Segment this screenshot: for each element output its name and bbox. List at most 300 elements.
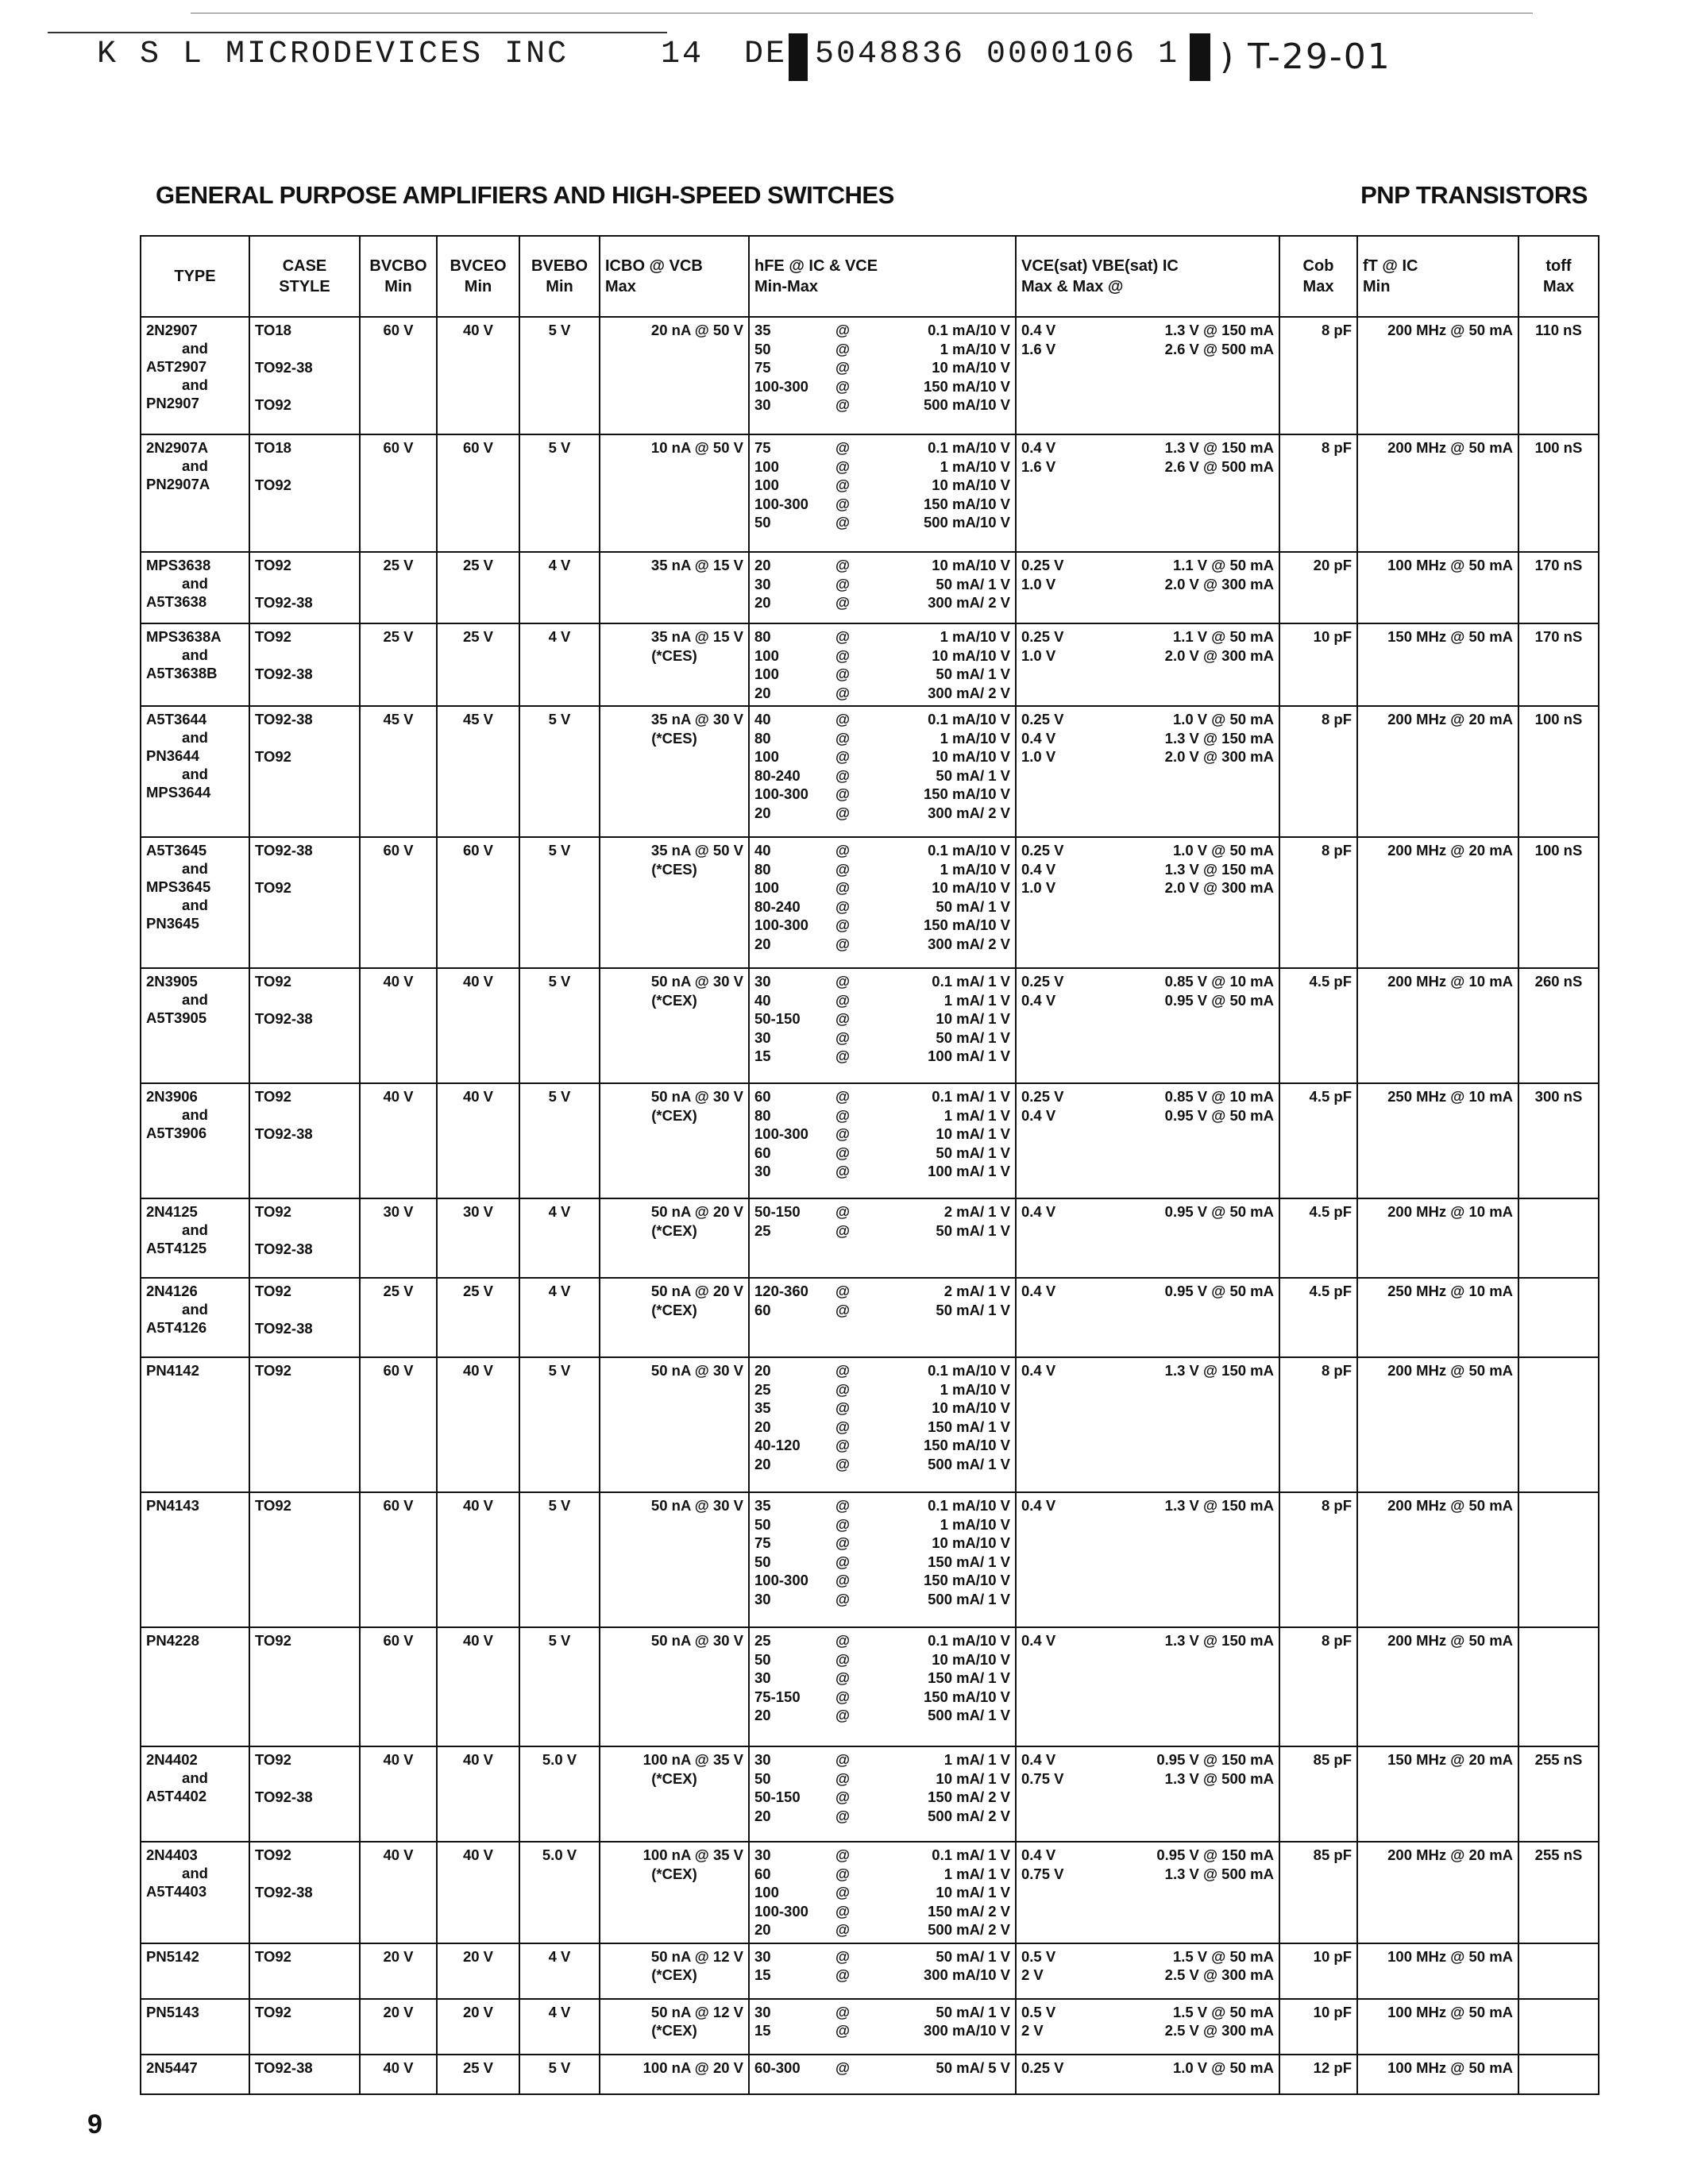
case-style: TO92 [255,973,291,990]
bvceo-cell [437,706,519,837]
bvcbo-cell [360,623,437,706]
hfe-condition: 1 mA/10 V [940,1380,1010,1398]
hfe-entry [754,665,1010,684]
hfe-at: @ [835,646,851,664]
sat-entry [1021,878,1274,897]
hfe-entry [754,1455,1010,1474]
hfe-at: @ [835,1947,851,1965]
bvceo-cell [437,1198,519,1278]
type-cell [141,1083,249,1198]
hfe-condition: 150 mA/ 2 V [928,1788,1010,1805]
vce-sat-value: 0.75 V [1021,1769,1064,1787]
sat-entry [1021,2059,1274,2078]
hfe-condition: 100 mA/ 1 V [928,1048,1010,1064]
hfe-condition: 1 mA/ 1 V [943,1106,1010,1124]
hfe-value: 20 [754,1455,771,1472]
hfe-condition: 10 mA/10 V [932,646,1010,664]
sat-entry [1021,1087,1274,1106]
icbo-note: (*CES) [651,646,697,664]
icbo-value: 35 nA @ 30 V [650,711,743,727]
hfe-at: @ [835,935,851,952]
hfe-entry [754,1496,1010,1515]
case-style: TO92 [255,1751,291,1768]
hfe-condition: 1 mA/10 V [940,729,1010,747]
vce-sat-value: 0.4 V [1021,439,1056,456]
hfe-entry [754,1399,1010,1418]
vbe-sat-value: 1.3 V @ 150 mA [1164,439,1274,456]
hfe-entry [754,1883,1010,1902]
bvcbo-value: 60 V [383,842,414,859]
hfe-value: 100 [754,666,779,682]
ft-cell [1357,2055,1518,2094]
icbo-value: 35 nA @ 15 V [650,628,743,645]
sat-entry [1021,1202,1274,1221]
hfe-entry [754,1966,1010,1985]
hfe-entry [754,438,1010,457]
toff-cell [1518,434,1599,552]
sat-cell [1016,968,1279,1083]
cob-cell [1279,1627,1357,1746]
bvebo-value: 4 V [548,1283,571,1299]
icbo-cell [600,1278,749,1357]
hfe-entry [754,1282,1010,1301]
case-style: TO92-38 [255,359,313,376]
hfe-at: @ [835,860,851,878]
header-code-number: 5048836 0000106 1 [815,37,1180,72]
type-cell [141,1627,249,1746]
hfe-cell [749,1999,1016,2055]
sat-entry [1021,2021,1274,2040]
icbo-value: 35 nA @ 50 V [650,842,743,859]
hfe-cell [749,706,1016,837]
bvebo-cell [519,2055,600,2094]
bvceo-value: 40 V [462,1362,494,1379]
type-name: 2N5447 [146,2059,198,2076]
hfe-at: @ [835,1455,851,1472]
cob-cell [1279,317,1357,434]
bvceo-value: 20 V [462,2003,494,2020]
hfe-value: 100 [754,646,779,664]
hfe-entry [754,1788,1010,1807]
type-name: MPS3638A [146,628,222,645]
col-bvceo [437,236,519,317]
hfe-at: @ [835,1707,851,1723]
icbo-value: 50 nA @ 20 V [650,1203,743,1220]
case-style [255,860,354,879]
icbo-cell [600,1492,749,1627]
hfe-condition: 50 mA/ 5 V [936,2059,1010,2076]
toff-cell [1518,317,1599,434]
hfe-at: @ [835,729,851,747]
vce-sat-value: 0.25 V [1021,973,1064,990]
bvcbo-cell [360,552,437,623]
hfe-condition: 1 mA/10 V [940,860,1010,878]
case-style [255,729,354,748]
col-bvceo-sub: Min [464,278,492,295]
type-name: 2N4126 [146,1283,198,1299]
case-style [255,340,354,359]
vce-sat-value: 0.75 V [1021,1865,1064,1882]
hfe-condition: 1 mA/10 V [940,340,1010,357]
vbe-sat-value: 1.1 V @ 50 mA [1172,557,1274,573]
toff-cell [1518,1627,1599,1746]
cob-cell [1279,968,1357,1083]
hfe-value: 75 [754,439,771,456]
hfe-condition: 10 mA/ 1 V [936,1010,1010,1027]
type-cell [141,837,249,968]
cob-value: 8 pF [1321,842,1352,859]
hfe-at: @ [835,1144,851,1161]
toff-value: 110 nS [1535,322,1582,338]
hfe-at: @ [835,1921,851,1938]
hfe-condition: 500 mA/10 V [923,396,1010,413]
hfe-at: @ [835,1399,851,1416]
hfe-value: 20 [754,557,771,573]
hfe-at: @ [835,684,851,701]
icbo-cell [600,552,749,623]
vce-sat-value: 1.0 V [1021,748,1056,765]
bvceo-cell [437,1357,519,1492]
bvebo-value: 4 V [548,1947,571,1965]
toff-cell [1518,552,1599,623]
sat-cell [1016,706,1279,837]
hfe-at: @ [835,1751,851,1768]
hfe-at: @ [835,1497,851,1514]
hfe-condition: 0.1 mA/10 V [928,1362,1010,1379]
icbo-value: 50 nA @ 30 V [650,1362,743,1379]
case-style: TO92 [255,1283,291,1299]
hfe-at: @ [835,1106,851,1124]
hfe-value: 75 [754,1534,771,1551]
vbe-sat-value: 1.3 V @ 150 mA [1164,729,1274,747]
type-name: and [182,646,208,663]
hfe-condition: 500 mA/ 2 V [928,1921,1010,1938]
bvceo-value: 40 V [462,322,494,338]
hfe-entry [754,556,1010,575]
col-hfe-label: hFE @ IC & VCE [754,257,878,275]
vbe-sat-value: 1.0 V @ 50 mA [1172,2059,1274,2076]
hfe-at: @ [835,594,851,611]
hfe-value: 50-150 [754,1788,801,1805]
hfe-value: 20 [754,594,771,611]
vce-sat-value: 0.4 V [1021,991,1056,1009]
cob-value: 8 pF [1321,711,1352,727]
col-icbo-label: ICBO @ VCB [605,257,703,275]
hfe-cell [749,1746,1016,1842]
col-ft-label: fT @ IC [1363,257,1418,275]
section-title: GENERAL PURPOSE AMPLIFIERS AND HIGH-SPEED SWITCHES [156,181,894,209]
type-name: A5T3906 [146,1125,207,1141]
sat-cell [1016,623,1279,706]
bvebo-cell [519,317,600,434]
hfe-entry [754,878,1010,897]
col-hfe [749,236,1016,317]
hfe-entry [754,1650,1010,1669]
bvebo-cell [519,837,600,968]
hfe-condition: 50 mA/ 1 V [936,766,1010,784]
hfe-entry [754,766,1010,785]
case-style [255,991,354,1010]
hfe-entry [754,513,1010,532]
hfe-at: @ [835,804,851,821]
hfe-value: 25 [754,1380,771,1398]
hfe-value: 75-150 [754,1688,801,1705]
case-style: TO92-38 [255,666,313,682]
icbo-cell [600,623,749,706]
hfe-condition: 0.1 mA/ 1 V [932,973,1010,990]
sat-entry [1021,710,1274,729]
hfe-value: 50-150 [754,1203,801,1220]
case-style: TO92-38 [255,1010,313,1027]
vbe-sat-value: 1.3 V @ 150 mA [1164,322,1274,338]
vce-sat-value: 0.4 V [1021,1362,1056,1379]
bvcbo-value: 20 V [383,1947,414,1965]
type-name: and [182,340,208,357]
case-style: TO92 [255,748,291,765]
col-toff-label: toff [1545,257,1572,275]
table-row [141,623,1599,706]
bvcbo-value: 45 V [383,711,414,727]
vbe-sat-value: 2.0 V @ 300 mA [1164,575,1274,592]
hfe-value: 60 [754,1865,771,1882]
type-name: A5T3644 [146,711,207,727]
page-number: 9 [87,2109,102,2140]
icbo-cell [600,1357,749,1492]
ft-cell [1357,1198,1518,1278]
bvceo-value: 25 V [462,557,494,573]
bvebo-value: 5 V [548,2059,571,2076]
hfe-condition: 0.1 mA/ 1 V [932,1088,1010,1105]
hfe-condition: 50 mA/ 1 V [936,1144,1010,1161]
hfe-condition: 150 mA/ 1 V [928,1669,1010,1686]
sat-entry [1021,747,1274,766]
hfe-value: 50 [754,1769,771,1787]
icbo-value: 100 nA @ 35 V [642,1751,743,1768]
cob-cell [1279,552,1357,623]
icbo-note: (*CES) [651,860,697,878]
sat-entry [1021,1769,1274,1788]
hfe-condition: 500 mA/10 V [923,514,1010,531]
hfe-condition: 10 mA/10 V [932,748,1010,765]
hfe-cell [749,968,1016,1083]
hfe-entry [754,1301,1010,1320]
bvebo-cell [519,434,600,552]
icbo-cell [600,1842,749,1943]
hfe-entry [754,1221,1010,1241]
hfe-at: @ [835,2059,851,2076]
type-cell [141,1746,249,1842]
hfe-condition: 1 mA/10 V [940,1515,1010,1533]
ft-value: 100 MHz @ 50 mA [1387,1947,1513,1965]
vbe-sat-value: 2.6 V @ 500 mA [1164,340,1274,357]
ft-cell [1357,837,1518,968]
cob-value: 10 pF [1313,2003,1352,2020]
hfe-at: @ [835,477,851,493]
hfe-cell [749,2055,1016,2094]
hfe-at: @ [835,879,851,896]
case-style [255,377,354,396]
case-style: TO92-38 [255,1125,313,1142]
hfe-condition: 500 mA/ 1 V [928,1455,1010,1472]
top-scan-rule [191,13,1533,14]
hfe-at: @ [835,1534,851,1551]
col-bvcbo [360,236,437,317]
case-cell [249,1999,360,2055]
hfe-value: 30 [754,1590,771,1607]
hfe-entry [754,972,1010,991]
vbe-sat-value: 2.0 V @ 300 mA [1164,646,1274,664]
hfe-at: @ [835,1632,851,1649]
bvebo-cell [519,1083,600,1198]
hfe-entry [754,1865,1010,1884]
case-cell [249,1746,360,1842]
bvcbo-cell [360,968,437,1083]
hfe-at: @ [835,1028,851,1046]
col-ft-sub: Min [1363,278,1391,295]
bvcbo-value: 40 V [383,2059,414,2076]
hfe-value: 80 [754,729,771,747]
cob-value: 20 pF [1313,557,1352,573]
sat-entry [1021,1865,1274,1884]
icbo-cell [600,706,749,837]
icbo-cell [600,1999,749,2055]
hfe-value: 60 [754,1144,771,1161]
hfe-condition: 50 mA/ 1 V [936,897,1010,915]
type-cell [141,1198,249,1278]
hfe-condition: 0.1 mA/10 V [928,1632,1010,1649]
type-name: A5T4125 [146,1240,207,1256]
vbe-sat-value: 1.3 V @ 150 mA [1164,1362,1274,1379]
hfe-value: 60 [754,1301,771,1318]
cob-value: 4.5 pF [1309,1203,1352,1220]
bvceo-cell [437,1627,519,1746]
type-name: A5T3638 [146,593,207,610]
type-name: A5T4403 [146,1883,207,1900]
icbo-cell [600,317,749,434]
vce-sat-value: 0.5 V [1021,2003,1056,2020]
sat-entry [1021,1496,1274,1515]
bvcbo-value: 40 V [383,1751,414,1768]
hfe-at: @ [835,1301,851,1318]
case-cell [249,317,360,434]
hfe-condition: 150 mA/10 V [923,1572,1010,1588]
header-underline [48,32,667,33]
hfe-entry [754,1947,1010,1966]
hfe-entry [754,1846,1010,1865]
hfe-condition: 50 mA/ 1 V [936,1301,1010,1318]
vbe-sat-value: 2.0 V @ 300 mA [1164,748,1274,765]
hfe-entry [754,1418,1010,1437]
col-sat-label: VCE(sat) VBE(sat) IC [1021,257,1179,275]
bvebo-value: 5 V [548,973,571,990]
cob-cell [1279,837,1357,968]
col-bvceo-label: BVCEO [450,257,507,275]
hfe-value: 100 [754,748,779,765]
hfe-condition: 2 mA/ 1 V [943,1283,1010,1299]
ft-cell [1357,1083,1518,1198]
hfe-value: 20 [754,1418,771,1435]
ft-cell [1357,1746,1518,1842]
hfe-value: 20 [754,1707,771,1723]
hfe-condition: 300 mA/10 V [923,1966,1010,1983]
case-cell [249,706,360,837]
sat-cell [1016,1278,1279,1357]
hfe-condition: 10 mA/ 1 V [936,1769,1010,1787]
hfe-condition: 50 mA/ 1 V [936,575,1010,592]
hfe-at: @ [835,666,851,682]
hfe-entry [754,897,1010,916]
bvceo-cell [437,434,519,552]
sat-entry [1021,1966,1274,1985]
icbo-value: 20 nA @ 50 V [650,322,743,338]
hfe-at: @ [835,766,851,784]
hfe-value: 20 [754,1362,771,1379]
vbe-sat-value: 2.6 V @ 500 mA [1164,457,1274,475]
type-cell [141,552,249,623]
hfe-cell [749,1198,1016,1278]
icbo-cell [600,968,749,1083]
icbo-value: 50 nA @ 30 V [650,1497,743,1514]
cob-value: 8 pF [1321,1497,1352,1514]
hfe-entry [754,1769,1010,1788]
hfe-at: @ [835,897,851,915]
toff-value: 100 nS [1534,842,1583,859]
table-header-row [141,236,1599,317]
type-name: and [182,1106,208,1123]
sat-entry [1021,556,1274,575]
case-cell [249,1627,360,1746]
hfe-entry [754,684,1010,703]
bvcbo-cell [360,1278,437,1357]
type-cell [141,623,249,706]
hfe-condition: 150 mA/ 2 V [928,1902,1010,1920]
vbe-sat-value: 2.5 V @ 300 mA [1164,1966,1274,1983]
toff-cell [1518,1198,1599,1278]
bvebo-value: 5 V [548,842,571,859]
ft-cell [1357,552,1518,623]
bvceo-cell [437,1083,519,1198]
cob-cell [1279,1943,1357,1999]
icbo-note: (*CEX) [651,1301,697,1318]
hfe-at: @ [835,628,851,645]
vce-sat-value: 1.0 V [1021,575,1056,592]
ft-value: 150 MHz @ 50 mA [1387,628,1513,645]
hfe-value: 15 [754,1966,771,1983]
hfe-value: 30 [754,1669,771,1686]
sat-entry [1021,646,1274,666]
hfe-value: 25 [754,1221,771,1239]
sat-cell [1016,1492,1279,1627]
bvebo-value: 4 V [548,628,571,645]
table-row [141,1746,1599,1842]
bvceo-value: 25 V [462,628,494,645]
hfe-cell [749,1278,1016,1357]
toff-value: 170 nS [1534,628,1583,645]
vbe-sat-value: 1.3 V @ 150 mA [1164,860,1274,878]
ft-value: 200 MHz @ 20 mA [1387,1846,1513,1863]
hfe-entry [754,1553,1010,1572]
hfe-condition: 150 mA/10 V [923,1437,1010,1453]
type-name: A5T4402 [146,1788,207,1804]
hfe-cell [749,623,1016,706]
hfe-entry [754,1202,1010,1221]
cob-cell [1279,1746,1357,1842]
vce-sat-value: 0.25 V [1021,2059,1064,2076]
type-name: and [182,729,208,746]
cob-value: 4.5 pF [1309,1088,1352,1105]
col-bvcbo-sub: Min [384,278,412,295]
hfe-entry [754,627,1010,646]
